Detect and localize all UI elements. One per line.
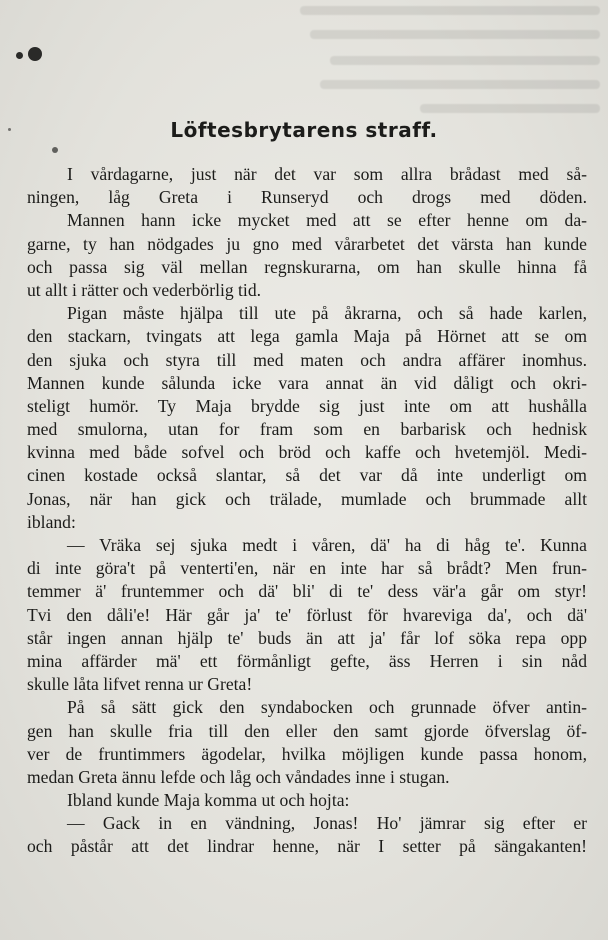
text-line: Ibland kunde Maja komma ut och hojta: (67, 790, 350, 811)
ink-spot (52, 147, 58, 153)
text-line: temmer ä' fruntemmer och dä' bli' di te' dess vär'a går om styr! (27, 581, 587, 602)
text-line: mina affärder mä' ett förmånligt gefte, äss Herren i sin nåd (27, 650, 587, 671)
text-line: Tvi den dåli'e! Här går ja' te' förlust för hvarevigа da', och dä' (27, 604, 587, 625)
text-line: Mannen kunde sålunda icke vara annat än vid dåligt och okri- (27, 372, 587, 393)
text-line: står ingen annan hjälp te' buds än att ja' får lof söka repa opp (27, 627, 587, 648)
text-line: Pigan måste hjälpa till ute på åkrarna, och så hade karlen, (67, 303, 587, 324)
text-line: med smulorna, utan for fram som en barbarisk och hednisk (27, 419, 587, 440)
text-line: och påstår att det lindrar henne, när I setter på sängakanten! (27, 836, 587, 857)
text-line: — Gack in en vändning, Jonas! Ho' jämrar sig efter er (67, 813, 587, 834)
text-line: ningen, låg Greta i Runseryd och drogs med döden. (27, 187, 587, 208)
ink-spot (16, 52, 23, 59)
text-line: På så sätt gick den syndabocken och grunnade öfver antin- (67, 697, 587, 718)
text-line: gen han skulle fria till den eller den samt gjorde öfverslag öf- (27, 720, 587, 741)
text-line: och passa sig väl mellan regnskurarna, om han skulle hinna få (27, 256, 587, 277)
text-line: skulle låta lifvet renna ur Greta! (27, 674, 253, 695)
text-line: di inte göra't på venterti'en, när en inte har så brådt? Men frun- (27, 558, 587, 579)
text-line: ibland: (27, 511, 76, 532)
text-line: kvinna med både sofvel och bröd och kaffe och hvetemjöl. Medi- (27, 442, 587, 463)
text-line: — Vräka sej sjuka medt i våren, dä' ha di håg te'. Kunna (67, 535, 587, 555)
ink-spot (28, 47, 42, 61)
text-line: ver de fruntimmers ägodelar, hvilka möjligen kunde passa honom, (27, 743, 587, 764)
text-line: I vårdagarne, just när det var som allra brådast med så- (67, 164, 587, 184)
text-line: den stackarn, tvingats att lega gamla Maja på Hörnet att se om (27, 326, 587, 347)
text-line: ut allt i rätter och vederbörlig tid. (27, 279, 262, 300)
chapter-title: Löftesbrytarens straff. (170, 118, 438, 142)
text-line: cinen kostade också slantar, så det var då inte underligt om (27, 465, 587, 486)
body-text (27, 163, 587, 859)
text-line: medan Greta ännu lefde och låg och våndades inne i stugan. (27, 766, 450, 787)
text-line: Mannen hann icke mycket med att se efter henne om da- (67, 210, 587, 231)
text-line: Jonas, när han gick och trälade, mumlade och brummade allt (27, 488, 587, 509)
text-line: den sjuka och styra till med maten och andra affärer inomhus. (27, 349, 587, 370)
bleed-through-text (0, 0, 608, 120)
text-line: garne, ty han nödgades ju gno med vårarbetet det värsta han kunde (27, 233, 587, 254)
text-line: steligt humör. Ty Maja brydde sig just inte om att hushålla (27, 395, 587, 416)
